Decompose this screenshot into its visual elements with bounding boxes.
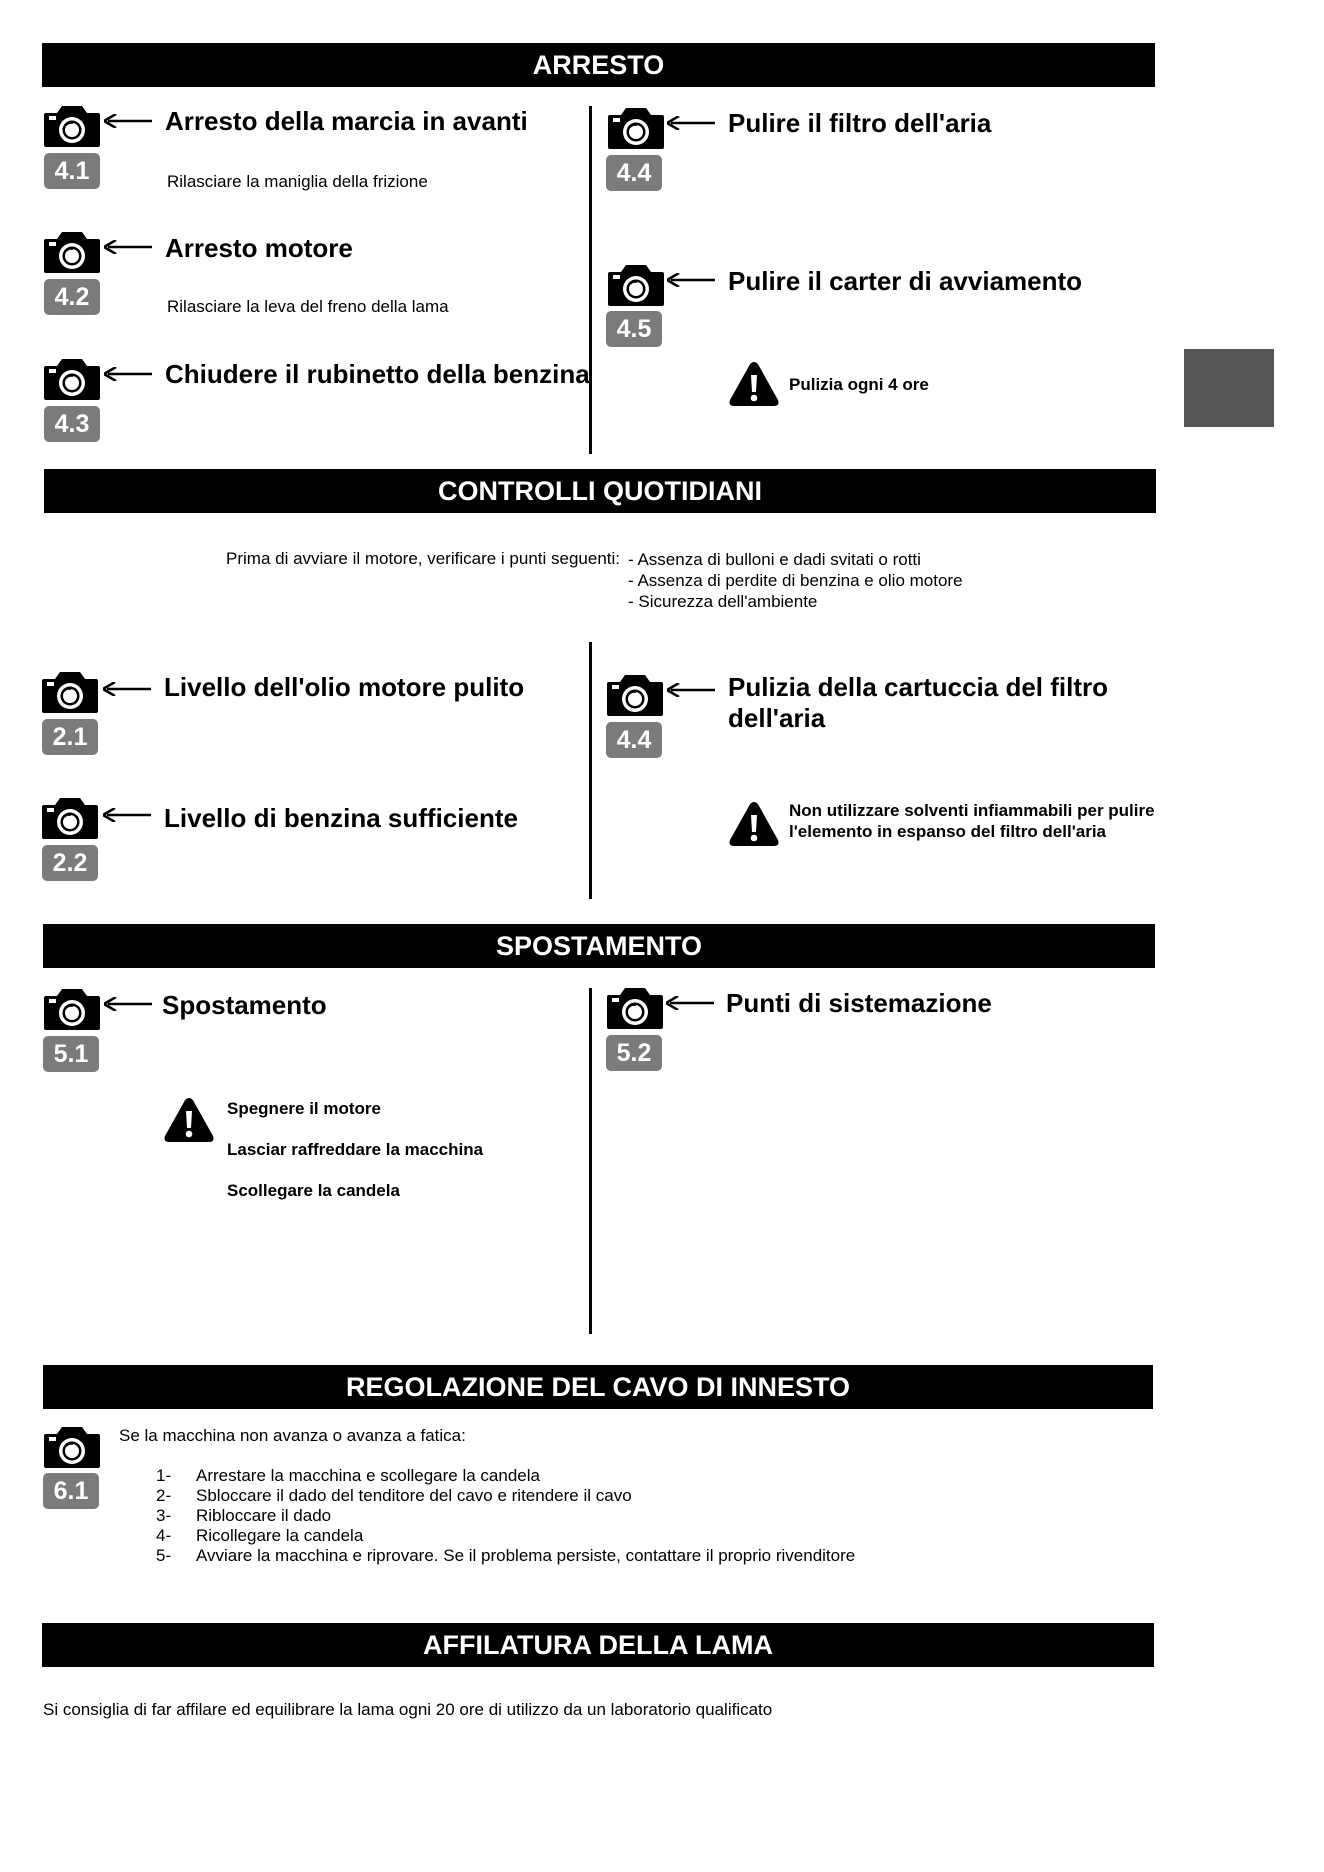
warning-text: Non utilizzare solventi infiammabili per pulire — [789, 801, 1155, 820]
arrow-left-icon — [667, 683, 715, 697]
figure-badge: 4.3 — [44, 406, 100, 442]
warning-text: Spegnere il motore — [227, 1099, 381, 1118]
page-tab-marker — [1184, 349, 1274, 427]
adjustment-intro: Se la macchina non avanza o avanza a fatica: — [119, 1426, 466, 1445]
list-item: 3- Ribloccare il dado — [156, 1506, 332, 1525]
item-description: Rilasciare la maniglia della frizione — [167, 172, 428, 191]
item-title: Chiudere il rubinetto della benzina — [165, 359, 590, 389]
section-header-arresto: ARRESTO — [42, 43, 1155, 87]
list-item: - Assenza di perdite di benzina e olio motore — [628, 571, 963, 590]
steps-list — [156, 1466, 855, 1566]
warning-text: l'elemento in espanso del filtro dell'aria — [789, 822, 1106, 841]
figure-badge: 4.2 — [44, 279, 100, 315]
warning-text: Scollegare la candela — [227, 1181, 400, 1200]
camera-icon — [40, 670, 100, 714]
item-title: Arresto motore — [165, 233, 353, 263]
camera-icon — [605, 986, 665, 1030]
arrow-left-icon — [104, 367, 152, 381]
column-divider — [589, 642, 592, 899]
figure-badge: 5.2 — [606, 1035, 662, 1071]
figure-badge: 4.5 — [606, 311, 662, 347]
arrow-left-icon — [666, 996, 714, 1010]
figure-badge: 2.1 — [42, 719, 98, 755]
item-title: Pulire il filtro dell'aria — [728, 108, 992, 138]
item-title: Pulire il carter di avviamento — [728, 266, 1083, 296]
warning-text: Pulizia ogni 4 ore — [789, 375, 929, 394]
sharpening-text: Si consiglia di far affilare ed equilibrare la lama ogni 20 ore di utilizzo da un laboratorio qualificato — [43, 1700, 773, 1719]
warning-icon — [163, 1096, 215, 1144]
arrow-left-icon — [103, 682, 151, 696]
item-title: Punti di sistemazione — [726, 988, 992, 1018]
arrow-left-icon — [667, 273, 715, 287]
list-item: - Assenza di bulloni e dadi svitati o rotti — [628, 550, 921, 569]
list-item: 5- Avviare la macchina e riprovare. Se il problema persiste, contattare il proprio rivenditore — [156, 1546, 856, 1565]
camera-icon — [605, 673, 665, 717]
warning-text: Lasciar raffreddare la macchina — [227, 1140, 484, 1159]
arrow-left-icon — [103, 808, 151, 822]
section-header-spostamento: SPOSTAMENTO — [43, 924, 1155, 968]
arrow-left-icon — [104, 240, 152, 254]
arrow-left-icon — [104, 997, 152, 1011]
camera-icon — [42, 104, 102, 148]
warning-icon — [728, 800, 780, 848]
section-header-affilatura: AFFILATURA DELLA LAMA — [42, 1623, 1154, 1667]
figure-badge: 2.2 — [42, 845, 98, 881]
figure-badge: 6.1 — [43, 1473, 99, 1509]
section-header-controlli: CONTROLLI QUOTIDIANI — [44, 469, 1156, 513]
item-title: Spostamento — [162, 990, 327, 1020]
item-title: Livello di benzina sufficiente — [164, 803, 518, 833]
figure-badge: 4.1 — [44, 153, 100, 189]
checks-intro: Prima di avviare il motore, verificare i punti seguenti: — [226, 549, 620, 568]
checks-list — [628, 549, 963, 612]
column-divider — [589, 106, 592, 454]
camera-icon — [606, 106, 666, 150]
warning-icon — [728, 360, 780, 408]
camera-icon — [40, 796, 100, 840]
arrow-left-icon — [104, 114, 152, 128]
camera-icon — [42, 987, 102, 1031]
camera-icon — [42, 230, 102, 274]
item-title: Arresto della marcia in avanti — [165, 106, 528, 136]
camera-icon — [42, 357, 102, 401]
item-title: Livello dell'olio motore pulito — [164, 672, 525, 702]
figure-badge: 4.4 — [606, 722, 662, 758]
camera-icon — [42, 1425, 102, 1469]
list-item: - Sicurezza dell'ambiente — [628, 592, 818, 611]
arrow-left-icon — [667, 116, 715, 130]
figure-badge: 4.4 — [606, 155, 662, 191]
list-item: 2- Sbloccare il dado del tenditore del cavo e ritendere il cavo — [156, 1486, 632, 1505]
item-title: Pulizia della cartuccia del filtro dell'aria — [728, 672, 1109, 733]
figure-badge: 5.1 — [43, 1036, 99, 1072]
list-item: 4- Ricollegare la candela — [156, 1526, 364, 1545]
camera-icon — [606, 263, 666, 307]
item-description: Rilasciare la leva del freno della lama — [167, 297, 449, 316]
list-item: 1- Arrestare la macchina e scollegare la candela — [156, 1466, 540, 1485]
section-header-regolazione: REGOLAZIONE DEL CAVO DI INNESTO — [43, 1365, 1153, 1409]
column-divider — [589, 988, 592, 1334]
